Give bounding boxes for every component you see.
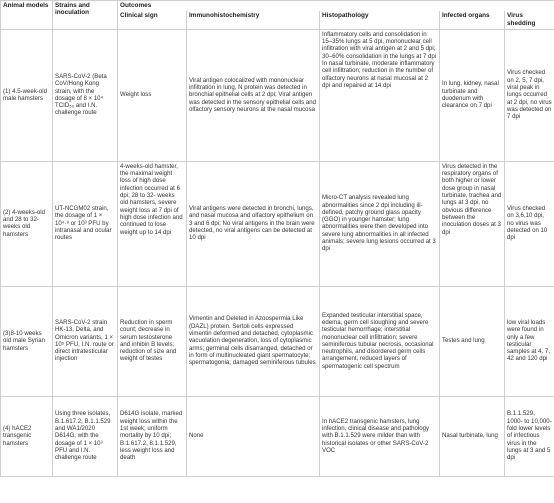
cell-infected-organs: In lung, kidney, nasal turbinate and duodenum with clearance on 7 dpi [440, 29, 505, 161]
header-ihc: Immunohistochemistry [187, 11, 320, 29]
cell-histopathology: Inflammatory cells and consolidation in 15–35% lungs at 5 dpi, mononuclear cell infiltration with viral antigen at 2 and 5 dpi; 30–60% consolidation in the lungs at 7 dpi In nasal turbinate, moderate inflammatory cell infiltration; reduction in the number of olfactory neurons at nasal mucosal at 2 dpi and repaired at 14 dpi [320, 29, 440, 161]
cell-infected-organs: Nasal turbinate, lung [440, 396, 505, 476]
cell-histopathology: Micro-CT analysis revealed lung abnormalities since 2 dpi including ill-defined, patchy ground glass opacity (GGO) in younger hamster; lung abnormalities were then developed into severe lung abnormalities in all infected animals; severe lung lesions occurred at 3 dpi [320, 161, 440, 286]
header-histopathology: Histopathology [320, 11, 440, 29]
cell-animal: (2) 4-weeks-old and 28 to 32- weeks old hamsters [1, 161, 53, 286]
header-animal-models: Animal models [1, 1, 53, 30]
cell-clinical: Reduction in sperm count; decrease in serum testosterone and inhibin B levels; reduction of size and weight of testes [118, 286, 187, 396]
cell-strain: SARS-CoV-2 strain HK-13, Delta, and Omicron variants, 1 × 10⁵ PFU, I.N. route or direct intratesticular injection [53, 286, 118, 396]
cell-ihc: Viral antigen colocalized with mononuclear infiltration in lung, N protein was detected in bronchial epithelial cells at 2 dpi; Viral antigen was detected in the sensory epithelial cells and olfactory sensory neurons at the nasal mucosa [187, 29, 320, 161]
header-clinical-sign: Clinical sign [118, 11, 187, 29]
table-row [1, 161, 554, 286]
table-row [1, 29, 554, 161]
header-virus-shedding: Virus shedding [505, 11, 554, 29]
cell-virus-shedding: Virus checked on 2, 5, 7 dpi, viral peak in lungs occurred at 2 dpi, no virus was detected on 7 dpi [505, 29, 554, 161]
cell-histopathology: In hACE2 transgenic hamsters, lung infection, clinical disease and pathology with B.1.1.529 were milder than with historical isolates or other SARS-CoV-2 VOC [320, 396, 440, 476]
cell-animal: (1) 4.5-week-old male hamsters [1, 29, 53, 161]
cell-animal: (4) hACE2 transgenic hamsters [1, 396, 53, 476]
cell-clinical: Weight loss [118, 29, 187, 161]
table-row [1, 286, 554, 396]
cell-virus-shedding: Virus checked on 3,6,10 dpi, no virus was detected on 10 dpi [505, 161, 554, 286]
cell-clinical: 4-weeks-old hamster, the maximal weight loss of high dose infection occurred at 6 dpi; 28 to 32- weeks old hamsters, severe weight loss at 7 dpi of high dose infection and continued to lose weight up to 14 dpi [118, 161, 187, 286]
cell-strain: UT-NCGM02 strain, the dosage of 1 × 10⁴·⁸ or 10³ PFU by intranasal and ocular routes [53, 161, 118, 286]
header-row-top [1, 1, 554, 12]
cell-ihc: Vimentin and Deleted in Azoospermia Like (DAZL) protein. Sertoli cells expressed vimentin deformed and detached, cytoplasmic vacuolation degeneration, loss of cytoplasmic arms; germinal cells disarranged, detached or in form of multinucleated giant spermatocyte; spermatogonia; damaged seminiferous tubules [187, 286, 320, 396]
cell-clinical: D614G isolate, marked weight loss within the 1st week; uniform mortality by 10 dpi; B.1.617.2, 8.1.1.529, less weight loss and death [118, 396, 187, 476]
cell-virus-shedding: B.1.1.529, 1000- to 10,000-fold lower levels of infectious virus in the lungs at 3 and 5 dpi [505, 396, 554, 476]
cell-infected-organs: Virus detected in the respiratory organs of both higher or lower dose group in nasal turbinate, trachea and lungs at 3 dpi, no obvious difference between the inoculation doses at 3 dpi [440, 161, 505, 286]
cell-histopathology: Expanded testicular interstitial space, edema, germ cell sloughing and severe testicular hemorrhage; interstitial mononuclear cell infiltration; severe seminiferous tubular necrosis, occasional neutrophils, and disordered germ cells arrangement, reduced layers of spermatogenic cell spectrum [320, 286, 440, 396]
cell-infected-organs: Testes and lung [440, 286, 505, 396]
cell-animal: (3)8-10 weeks old male Syrian hamsters [1, 286, 53, 396]
header-strains: Strains and inoculation [53, 1, 118, 30]
cell-ihc: None [187, 396, 320, 476]
cell-virus-shedding: low viral loads were found in only a few testicular samples at 4, 7, 42 and 120 dpi [505, 286, 554, 396]
header-outcomes: Outcomes [118, 1, 554, 12]
header-infected-organs: Infected organs [440, 11, 505, 29]
table-row [1, 396, 554, 476]
cell-ihc: Viral antigens were detected in bronchi, lungs, and nasal mucosa and olfactory epithelium on 3 and 6 dpi; No viral antigens in the brain were detected, no viral antigens can be detected at 10 dpi [187, 161, 320, 286]
cell-strain: Using three isolates, B.1.617.2, B.1.1.529 and WA1/2020 D614G, with the dosage of 1 × 10³ PFU and I.N. challenge route [53, 396, 118, 476]
cell-strain: SARS-CoV-2 (Beta CoV/Hong Kong strain, with the dosage of 8 × 10⁴ TCID₅₀ and I.N. challenge route [53, 29, 118, 161]
